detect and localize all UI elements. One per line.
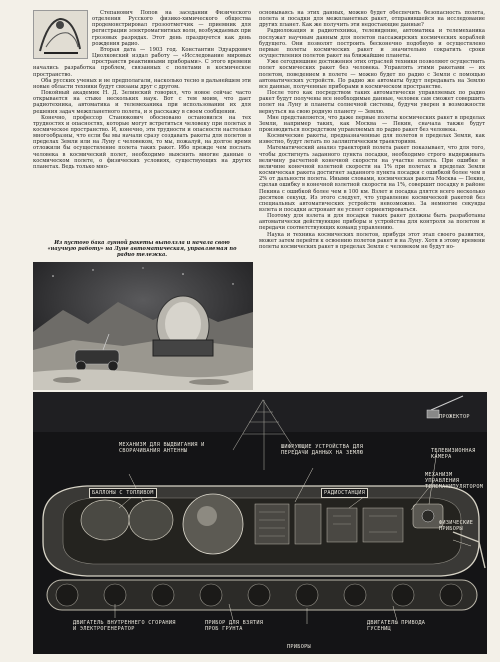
paragraph: Оба русских ученых и не предполагали, насколько тесно в дальнейшем эти новые области техники будут связаны друг с другом.: [33, 77, 251, 90]
label-tv-camera: ТЕЛЕВИЗИОННАЯ КАМЕРА: [431, 448, 476, 460]
paragraph: Покойный академик Н. Д. Зелинский говорил, что новое сейчас часто открывается на стыке нескольких наук. Вот с тем моим, что дает радиотехника, автоматика и телемеханика при использовании их для решения задач межпланетного полета, и я расскажу в своем сообщении.: [33, 90, 251, 115]
right-text-column: [259, 10, 485, 390]
paragraph: Конечно, профессор Станюкович обосновано остановился на тех трудностях и опасностях, которые могут встретиться человеку при полетах в космическое пространство. И, конечно, эти трудности и опасности настолько многообразны, что если бы мы начали сразу создавать ракеты для полетов в пределах Земли или на Луну с человеком, то мы, пожалуй, на долгое время отложили бы осуществление полета таких ракет. Ибо прежде чем послать человека в космический полет, необходимо выяснить многие данные о космическом полете, о физических условиях, существующих на других планетах. Ведь только мно-: [33, 114, 251, 170]
paragraph: Радиолокация и радиотехника, телевидение, автоматика и телемеханика послужат научным данным для полетов пассажирских космических кораблей будущего. Они позволят построить бесконечно подобную и осуществлено первые полеты космических ракет и значительно сократить сроки осуществления полетов ракет на ближайшие планеты.: [259, 28, 485, 60]
label-projector: ПРОЖЕКТОР: [439, 414, 470, 420]
paragraph: После того как посредством таких автоматически управляемых по радио ракет будут получены все необходимые данные, человек сам сможет совершить полет на Луну и планеты солнечной системы, будучи уверен в возможности вернуться на свою родную планету — Землю.: [259, 90, 485, 115]
lunar-rover-illustration: [33, 262, 253, 390]
label-track-motor: ДВИГАТЕЛЬ ПРИВОДА ГУСЕНИЦ: [367, 620, 426, 632]
label-telemanipulator: МЕХАНИЗМ УПРАВЛЕНИЯ ТЕЛЕМАНИПУЛЯТОРОМ: [425, 472, 484, 490]
paragraph: Степанович Попов на заседании Физического отделения Русского физико-химического общества продемонстрировал грозоотметчик — приемник для регистрации электромагнитных волн, возбуждаемых при грозовых разрядах. Этот день празднуется как день рождения радио.: [92, 10, 251, 47]
paragraph: Мне представляется, что даже первые полеты космических ракет в пределах Земли, например таких, как Москва — Пекин, сначала также будут производиться посредством управляемых по радио ракет без человека.: [259, 114, 485, 133]
label-cipher-device: ШИФРУЮЩИЕ УСТРОЙСТВА ДЛЯ ПЕРЕДАЧИ ДАННЫХ НА ЗЕМЛЮ: [281, 444, 364, 456]
paragraph: Поэтому для взлета и для посадки таких ракет должны быть разработаны автоматически действующие приборы и устройства для контроля за полетом и передачи соответствующих команд управлению.: [259, 213, 485, 232]
label-radio-station: РАДИОСТАНЦИЯ: [321, 488, 368, 498]
paragraph: Уже сегодняшние достижения этих отраслей техники позволяют осуществить полет космических ракет без человека. Управлять этими ракетами — их полетом, поведением в полете — можно будет по радио с Земли с помощью автоматических устройств. По радио же автоматы будут передавать на Землю все данные, полученные приборами в космическом пространстве.: [259, 59, 485, 90]
label-physics-devices: ФИЗИЧЕСКИЕ ПРИБОРЫ: [439, 520, 474, 532]
label-fuel-tanks: БАЛЛОНЫ С ТОПЛИВОМ: [89, 488, 157, 498]
left-text-column: [33, 10, 251, 238]
paragraph: Космические ракеты, предназначенные для полетов в пределах Земли, как известно, будут летать по заллиптическим траекториям.: [259, 133, 485, 146]
label-arms-mechanism: МЕХАНИЗМ ДЛЯ ВЫДВИГАНИЯ И СВОРАЧИВАНИЯ АНТЕННЫ: [119, 442, 205, 454]
paragraph: основываясь на этих данных, можно будет обеспечить безопасность полета, полета и посадки для межпланетных ракет, отправившейся на исследование других планет. Как же получить эти недостающие данные?: [259, 10, 485, 29]
label-instruments: ПРИБОРЫ: [287, 644, 311, 650]
paragraph: Наука и техника космических полетов, прибудя этот этап своего развития, может затем перейти к освоению полетов ракет и на Луну. Хотя в этому времени полеты космических ракет в пределах Земли с человеком не будут но-: [259, 231, 485, 250]
label-soil-sampler: ПРИБОР ДЛЯ ВЗЯТИЯ ПРОБ ГРУНТА: [205, 620, 264, 632]
drop-cap-illustration: [33, 10, 88, 59]
paragraph: Математический анализ траекторий полета ракет показывает, что для того, чтобы достигнуть заданного пункта посадки, необходимо строго выдерживать величину расчетной конечной скорости на участке взлета. При ошибке в величине конечной взлетной скорости на 1% при полетах в пределах Земли космическая ракета достигнет заданного пункта посадки с ошибкой более чем в 2% от дальности полета. Иными словами, космическая ракета Москва — Пекин, сделав ошибку в конечной взлетной скорости на 1%, совершит посадку в районе Пекина с ошибкой более чем в 100 км. Взлет и посадка длятся всего несколько десятков секунд. Из этого следует, что управление космической ракетой без специальных автоматических устройств невозможно. За немногие секунды взлета и посадки астронавт не успеет сориентироваться.: [259, 145, 485, 213]
rover-cutaway-diagram: [33, 392, 487, 654]
illustration-caption: Из пустого бака лунной ракеты выползла и начала свою «научную работу» на Луне автоматическая, управляемая по радио тележка.: [47, 240, 237, 259]
paragraph: Вторая дата — 1903 год. Константин Эдуардович Циолковский издал работу — «Исследование мировых пространств реактивными приборами». С этого времени начались разработка проблем, связанных с полетами в космическое пространство.: [33, 46, 251, 78]
label-engine: ДВИГАТЕЛЬ ВНУТРЕННЕГО СГОРАНИЯ И ЭЛЕКТРОГЕНЕРАТОР: [73, 620, 176, 632]
